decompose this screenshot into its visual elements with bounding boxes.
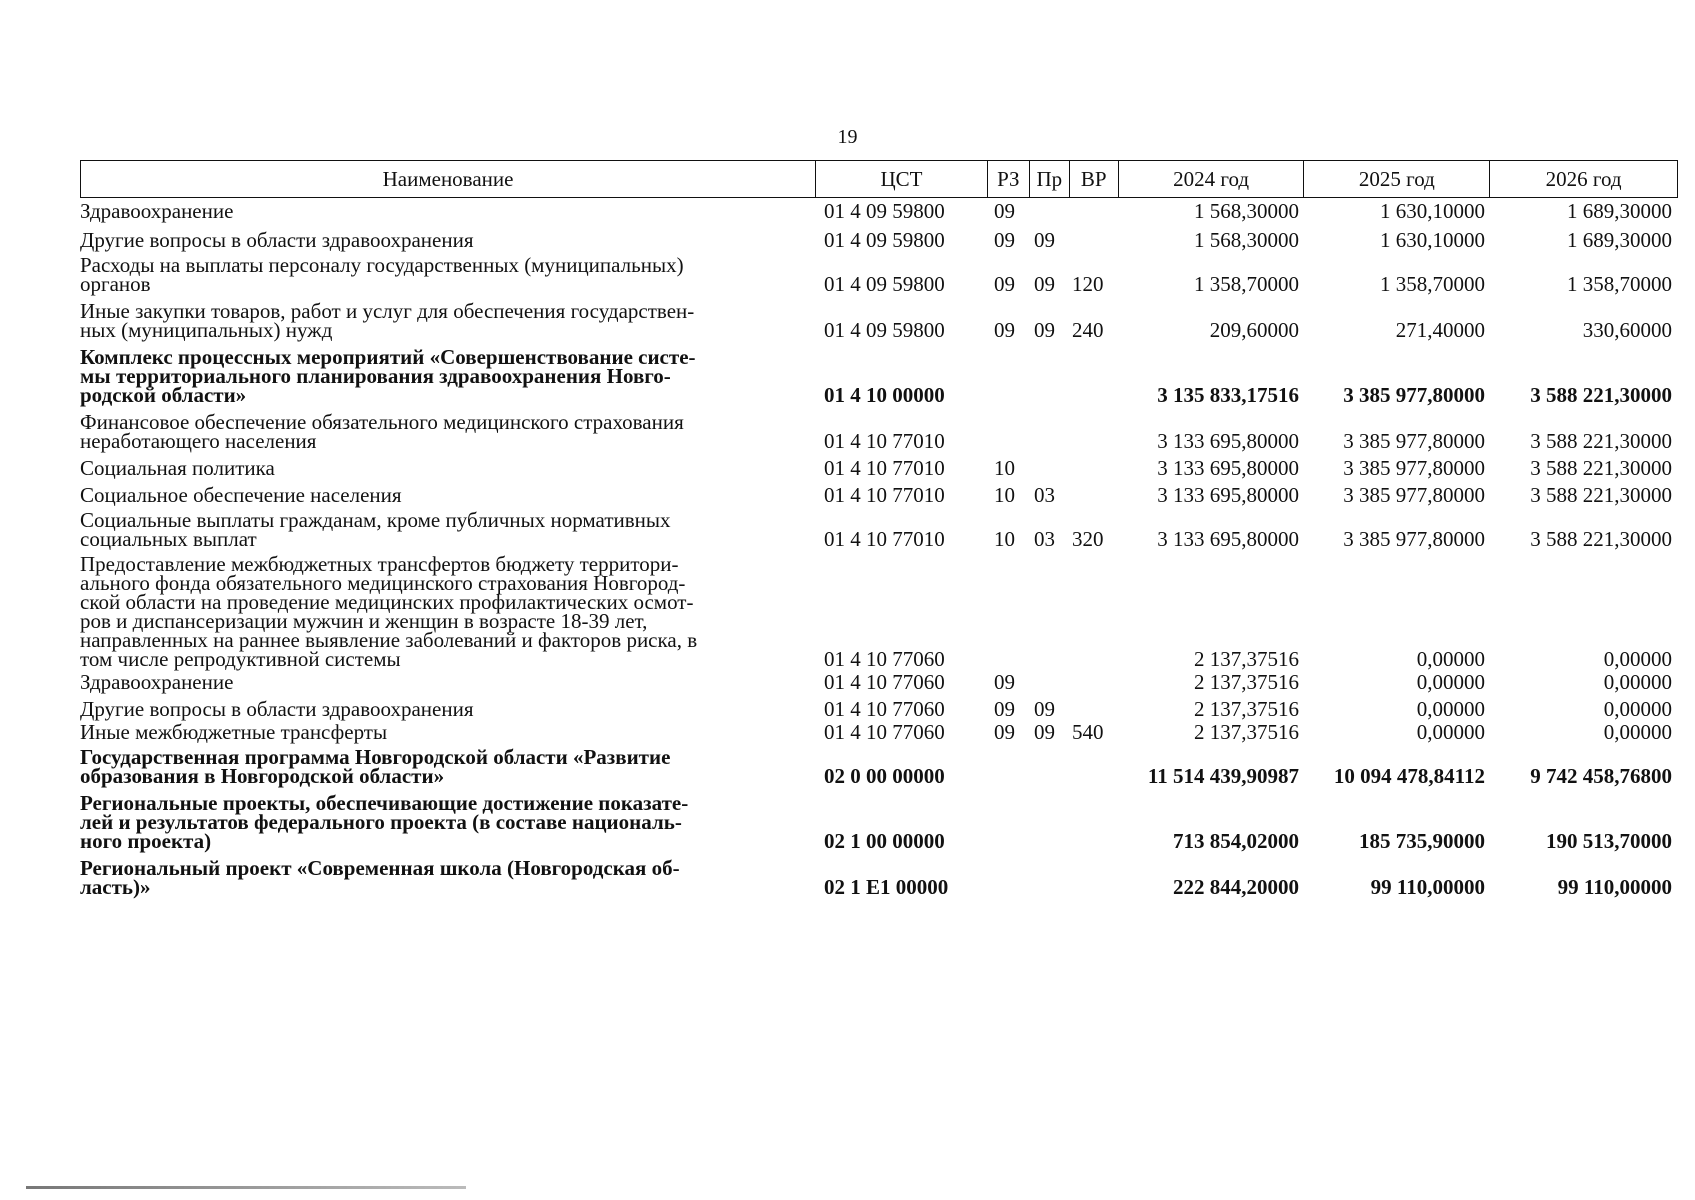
row-value-2024: 3 133 695,80000: [1157, 527, 1299, 551]
row-name-line: Комплекс процессных мероприятий «Совершенствование систе-: [80, 345, 696, 369]
row-rz: 09: [994, 670, 1015, 694]
table-row: [80, 483, 1678, 507]
row-name-line: Государственная программа Новгородской области «Развитие: [80, 745, 671, 769]
row-vr: 240: [1072, 318, 1104, 342]
row-value-2026: 0,00000: [1603, 720, 1672, 744]
row-value-2025: 185 735,90000: [1359, 829, 1485, 853]
row-name-line: мы территориального планирования здравоохранения Новго-: [80, 364, 671, 388]
row-value-2026: 3 588 221,30000: [1530, 456, 1672, 480]
header-vr: ВР: [1070, 161, 1119, 197]
row-cst: 01 4 10 77010: [824, 429, 945, 453]
row-name: [80, 483, 816, 507]
row-value-2025: 3 385 977,80000: [1343, 429, 1485, 453]
table-row: [80, 299, 1678, 342]
header-2026: 2026 год: [1545, 166, 1622, 191]
row-value-2026: 1 689,30000: [1567, 199, 1672, 223]
row-rz: 10: [994, 456, 1015, 480]
row-name-line: ской области на проведение медицинских профилактических осмот-: [80, 590, 694, 614]
header-2024: 2024 год: [1119, 161, 1305, 197]
row-cst: 02 1 E1 00000: [824, 875, 949, 899]
row-cst: 01 4 09 59800: [824, 272, 945, 296]
row-value-2026: 330,60000: [1582, 318, 1672, 342]
row-cst: 01 4 10 77060: [824, 720, 945, 744]
row-value-2026: 99 110,00000: [1557, 875, 1672, 899]
row-value-2024: 3 133 695,80000: [1157, 429, 1299, 453]
row-value-2024: 3 133 695,80000: [1157, 456, 1299, 480]
row-name-line: социальных выплат: [80, 527, 257, 551]
row-value-2025: 0,00000: [1416, 670, 1485, 694]
row-value-2024: 2 137,37516: [1194, 697, 1299, 721]
row-cst: 01 4 10 77010: [824, 483, 945, 507]
table-row: [80, 228, 1678, 252]
row-value-2024: 3 133 695,80000: [1157, 483, 1299, 507]
row-value-2026: 0,00000: [1603, 697, 1672, 721]
table-body: [80, 198, 1678, 899]
row-value-2024: 1 358,70000: [1194, 272, 1299, 296]
header-rz: РЗ: [988, 161, 1030, 197]
header-2025: 2025 год: [1304, 161, 1490, 197]
row-name-line: Предоставление межбюджетных трансфертов бюджету территори-: [80, 552, 679, 576]
row-value-2026: 3 588 221,30000: [1530, 527, 1672, 551]
row-name: [80, 697, 816, 721]
row-pr: 09: [1034, 272, 1055, 296]
row-name: [80, 791, 816, 853]
row-value-2025: 1 630,10000: [1380, 199, 1485, 223]
row-name: [80, 456, 816, 480]
header-name: Наименование: [81, 161, 816, 197]
row-name-line: Здравоохранение: [80, 670, 234, 694]
row-value-2024: 1 568,30000: [1194, 199, 1299, 223]
row-cst: 01 4 10 77060: [824, 647, 945, 671]
row-name-line: Финансовое обеспечение обязательного медицинского страхования: [80, 410, 684, 434]
row-cst: 02 0 00 00000: [824, 764, 945, 788]
row-value-2026: 1 358,70000: [1567, 272, 1672, 296]
table-row: [80, 791, 1678, 853]
row-pr: 09: [1034, 720, 1055, 744]
row-cst: 01 4 10 00000: [824, 383, 945, 407]
row-name-line: Другие вопросы в области здравоохранения: [80, 697, 474, 721]
row-value-2026: 1 689,30000: [1567, 228, 1672, 252]
row-name: [80, 299, 816, 342]
row-name-line: ных (муниципальных) нужд: [80, 318, 333, 342]
row-pr: 09: [1034, 697, 1055, 721]
row-name: [80, 228, 816, 252]
table-header: [80, 160, 1678, 198]
row-cst: 01 4 09 59800: [824, 228, 945, 252]
row-value-2025: 3 385 977,80000: [1343, 456, 1485, 480]
row-value-2025: 3 385 977,80000: [1343, 483, 1485, 507]
row-rz: 10: [994, 527, 1015, 551]
row-value-2024: 2 137,37516: [1194, 647, 1299, 671]
row-name-line: Расходы на выплаты персоналу государственных (муниципальных): [80, 253, 684, 277]
row-name: [80, 720, 816, 744]
row-value-2025: 99 110,00000: [1370, 875, 1485, 899]
row-name-line: Региональный проект «Современная школа (Новгородская об-: [80, 856, 680, 880]
row-name-line: родской области»: [80, 383, 247, 407]
row-cst: 01 4 10 77060: [824, 670, 945, 694]
row-value-2025: 3 385 977,80000: [1343, 527, 1485, 551]
row-vr: 120: [1072, 272, 1104, 296]
row-value-2024: 713 854,02000: [1173, 829, 1299, 853]
table-row: [80, 697, 1678, 721]
page-number: 19: [837, 126, 858, 148]
row-name-line: ров и диспансеризации мужчин и женщин в возрасте 18-39 лет,: [80, 609, 648, 633]
row-name-line: Региональные проекты, обеспечивающие достижение показате-: [80, 791, 689, 815]
row-name-line: Другие вопросы в области здравоохранения: [80, 228, 474, 252]
row-name-line: лей и результатов федерального проекта (в составе националь-: [80, 810, 682, 834]
table-row: [80, 508, 1678, 551]
table-row: [80, 410, 1678, 453]
row-cst: 01 4 10 77010: [824, 527, 945, 551]
row-name-line: Социальные выплаты гражданам, кроме публичных нормативных: [80, 508, 671, 532]
row-rz: 09: [994, 697, 1015, 721]
row-name: [80, 345, 816, 407]
row-rz: 09: [994, 272, 1015, 296]
row-value-2024: 3 135 833,17516: [1157, 383, 1299, 407]
table-row: [80, 199, 1678, 223]
row-value-2024: 1 568,30000: [1194, 228, 1299, 252]
row-value-2026: 0,00000: [1603, 647, 1672, 671]
row-value-2025: 10 094 478,84112: [1333, 764, 1485, 788]
row-value-2024: 2 137,37516: [1194, 720, 1299, 744]
row-name-line: направленных на раннее выявление заболеваний и факторов риска, в: [80, 628, 698, 652]
row-value-2025: 0,00000: [1416, 697, 1485, 721]
table-row: [80, 720, 1678, 744]
row-value-2024: 2 137,37516: [1194, 670, 1299, 694]
footer-divider: [26, 1186, 466, 1189]
row-rz: 09: [994, 720, 1015, 744]
row-value-2026: 190 513,70000: [1546, 829, 1672, 853]
row-name: [80, 745, 816, 788]
row-value-2025: 271,40000: [1395, 318, 1485, 342]
row-name: [80, 410, 816, 453]
row-name-line: неработающего населения: [80, 429, 317, 453]
row-rz: 09: [994, 228, 1015, 252]
row-value-2025: 0,00000: [1416, 720, 1485, 744]
row-rz: 09: [994, 318, 1015, 342]
row-cst: 02 1 00 00000: [824, 829, 945, 853]
row-name: [80, 856, 816, 899]
row-name-line: ного проекта): [80, 829, 212, 853]
row-pr: 09: [1034, 318, 1055, 342]
row-pr: 03: [1034, 527, 1055, 551]
row-value-2026: 0,00000: [1603, 670, 1672, 694]
row-name: [80, 199, 816, 223]
row-name: [80, 670, 816, 694]
row-name-line: Социальное обеспечение населения: [80, 483, 402, 507]
table-row: [80, 670, 1678, 694]
header-pr: Пр: [1030, 161, 1070, 197]
row-value-2026: 3 588 221,30000: [1530, 429, 1672, 453]
header-cst: ЦСТ: [816, 161, 988, 197]
row-name-line: Социальная политика: [80, 456, 275, 480]
table-row: [80, 552, 1678, 671]
row-value-2025: 1 358,70000: [1380, 272, 1485, 296]
row-value-2026: 3 588 221,30000: [1530, 483, 1672, 507]
row-rz: 09: [994, 199, 1015, 223]
row-value-2025: 3 385 977,80000: [1343, 383, 1485, 407]
row-value-2025: 0,00000: [1416, 647, 1485, 671]
row-name-line: том числе репродуктивной системы: [80, 647, 401, 671]
row-value-2025: 1 630,10000: [1380, 228, 1485, 252]
row-name-line: органов: [80, 272, 151, 296]
table-row: [80, 856, 1678, 899]
row-value-2026: 3 588 221,30000: [1530, 383, 1672, 407]
row-name-line: образования в Новгородской области»: [80, 764, 445, 788]
row-name-line: ласть)»: [80, 875, 151, 899]
row-name-line: Здравоохранение: [80, 199, 234, 223]
row-value-2024: 222 844,20000: [1173, 875, 1299, 899]
row-value-2024: 209,60000: [1209, 318, 1299, 342]
row-pr: 09: [1034, 228, 1055, 252]
row-name-line: Иные закупки товаров, работ и услуг для обеспечения государствен-: [80, 299, 695, 323]
table-row: [80, 456, 1678, 480]
row-value-2026: 9 742 458,76800: [1530, 764, 1672, 788]
row-cst: 01 4 09 59800: [824, 199, 945, 223]
row-cst: 01 4 10 77010: [824, 456, 945, 480]
row-value-2024: 11 514 439,90987: [1147, 764, 1299, 788]
row-vr: 540: [1072, 720, 1104, 744]
table-row: [80, 253, 1678, 296]
row-cst: 01 4 09 59800: [824, 318, 945, 342]
row-name-line: Иные межбюджетные трансферты: [80, 720, 388, 744]
row-cst: 01 4 10 77060: [824, 697, 945, 721]
row-rz: 10: [994, 483, 1015, 507]
row-name-line: ального фонда обязательного медицинского страхования Новгород-: [80, 571, 686, 595]
table-row: [80, 745, 1678, 788]
table-row: [80, 345, 1678, 407]
row-vr: 320: [1072, 527, 1104, 551]
row-pr: 03: [1034, 483, 1055, 507]
row-name: [80, 552, 816, 671]
row-name: [80, 253, 816, 296]
row-name: [80, 508, 816, 551]
